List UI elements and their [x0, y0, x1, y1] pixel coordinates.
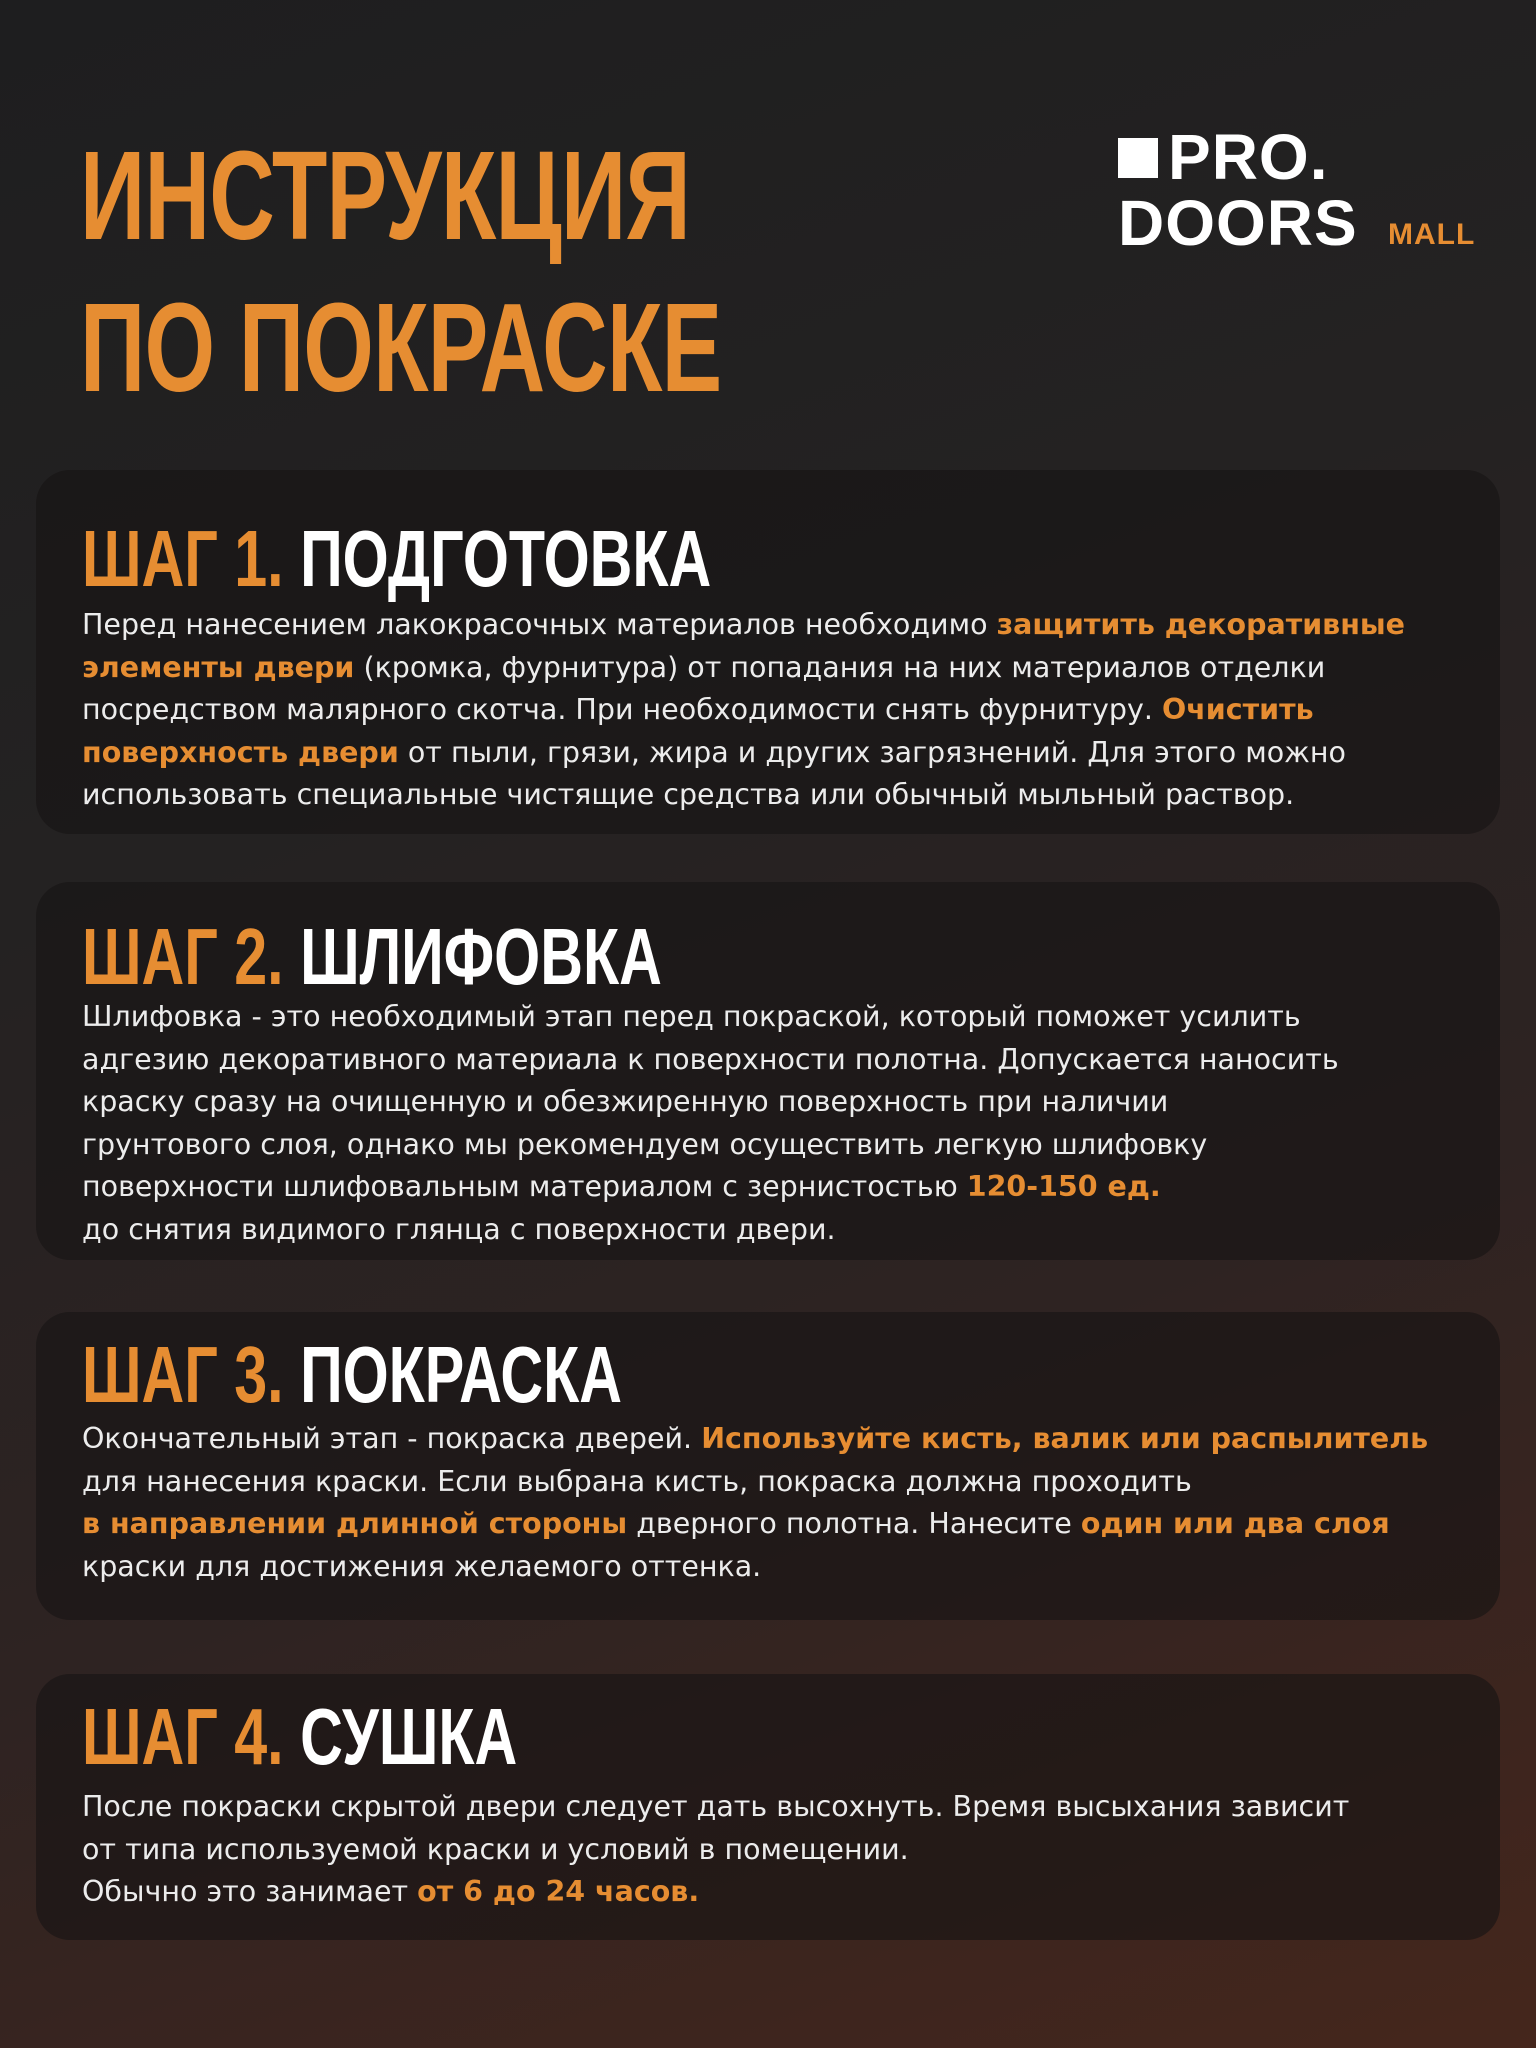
text-line — [82, 1166, 1502, 1209]
text-line — [82, 647, 1502, 690]
highlighted-text: Очистить — [1161, 693, 1314, 726]
text-line — [82, 689, 1502, 732]
text-line — [82, 1124, 1502, 1167]
logo-line-2: DOORS — [1118, 187, 1358, 259]
step-number: ШАГ 1. — [82, 514, 284, 603]
body-text: дверного полотна. Нанесите — [627, 1507, 1081, 1540]
page-title — [80, 120, 721, 424]
title-line-1: ИНСТРУКЦИЯ — [80, 125, 690, 266]
highlighted-text: Используйте кисть, валик или распылитель — [701, 1422, 1429, 1455]
highlighted-text: элементы двери — [82, 650, 355, 684]
text-line — [82, 1461, 1502, 1504]
text-line — [82, 996, 1502, 1039]
text-line — [82, 732, 1502, 775]
brand-logo — [1118, 121, 1478, 260]
text-line — [82, 1546, 1502, 1589]
step-text — [82, 1418, 1502, 1588]
body-text: краску сразу на очищенную и обезжиренную поверхность при наличии — [82, 1085, 1169, 1118]
step-card-3 — [36, 1312, 1500, 1620]
highlighted-text: поверхность двери — [82, 735, 399, 769]
text-line — [82, 1418, 1502, 1461]
text-line — [82, 1786, 1502, 1829]
body-text: посредством малярного скотча. При необходимости снять фурнитуру. — [82, 693, 1162, 726]
body-text: (кромка, фурнитура) от попадания на них материалов отделки — [354, 650, 1326, 684]
step-number: ШАГ 3. — [82, 1330, 284, 1419]
body-text: для нанесения краски. Если выбрана кисть, покраска должна проходить — [82, 1464, 1192, 1498]
body-text: краски для достижения желаемого оттенка. — [82, 1549, 762, 1583]
step-card-1 — [36, 470, 1500, 834]
step-name: ПОДГОТОВКА — [300, 514, 712, 603]
text-line — [82, 774, 1502, 817]
step-heading — [82, 912, 662, 1002]
step-name: ШЛИФОВКА — [300, 912, 662, 1001]
highlighted-text: от 6 до 24 часов. — [417, 1875, 700, 1908]
body-text: от типа используемой краски и условий в помещении. — [82, 1832, 909, 1866]
step-text — [82, 996, 1502, 1251]
highlighted-text: в направлении длинной стороны — [82, 1507, 628, 1540]
body-text: Обычно это занимает — [82, 1875, 418, 1908]
step-name: СУШКА — [300, 1692, 518, 1781]
text-line — [82, 1871, 1502, 1914]
body-text: использовать специальные чистящие средства или обычный мыльный раствор. — [82, 778, 1295, 811]
body-text: Перед нанесением лакокрасочных материалов необходимо — [82, 608, 997, 641]
step-text — [82, 604, 1502, 817]
body-text: грунтового слоя, однако мы рекомендуем осуществить легкую шлифовку — [82, 1127, 1208, 1161]
text-line — [82, 1829, 1502, 1872]
text-line — [82, 1039, 1502, 1082]
body-text: от пыли, грязи, жира и других загрязнений. Для этого можно — [398, 735, 1346, 769]
highlighted-text: 120-150 ед. — [966, 1170, 1161, 1203]
step-heading — [82, 514, 711, 604]
logo-suffix: MALL — [1388, 218, 1476, 251]
logo-line-1: PRO. — [1168, 121, 1329, 193]
text-line — [82, 1209, 1502, 1252]
step-text — [82, 1786, 1502, 1914]
step-number: ШАГ 2. — [82, 912, 284, 1001]
text-line — [82, 1503, 1502, 1546]
body-text: Окончательный этап - покраска дверей. — [82, 1422, 702, 1455]
logo-square-icon — [1118, 138, 1158, 178]
text-line — [82, 1081, 1502, 1124]
highlighted-text: защитить декоративные — [996, 608, 1406, 641]
step-card-4 — [36, 1674, 1500, 1940]
step-heading — [82, 1330, 622, 1420]
step-card-2 — [36, 882, 1500, 1260]
step-number: ШАГ 4. — [82, 1692, 284, 1781]
step-name: ПОКРАСКА — [300, 1330, 623, 1419]
body-text: После покраски скрытой двери следует дать высохнуть. Время высыхания зависит — [82, 1790, 1350, 1823]
body-text: до снятия видимого глянца с поверхности двери. — [82, 1212, 836, 1246]
highlighted-text: один или два слоя — [1080, 1507, 1390, 1540]
title-line-2: ПО ПОКРАСКЕ — [80, 277, 722, 418]
text-line — [82, 604, 1502, 647]
step-heading — [82, 1692, 517, 1782]
body-text: поверхности шлифовальным материалом с зернистостью — [82, 1170, 967, 1203]
body-text: Шлифовка - это необходимый этап перед покраской, который поможет усилить — [82, 1000, 1301, 1033]
body-text: адгезию декоративного материала к поверхности полотна. Допускается наносить — [82, 1042, 1339, 1076]
